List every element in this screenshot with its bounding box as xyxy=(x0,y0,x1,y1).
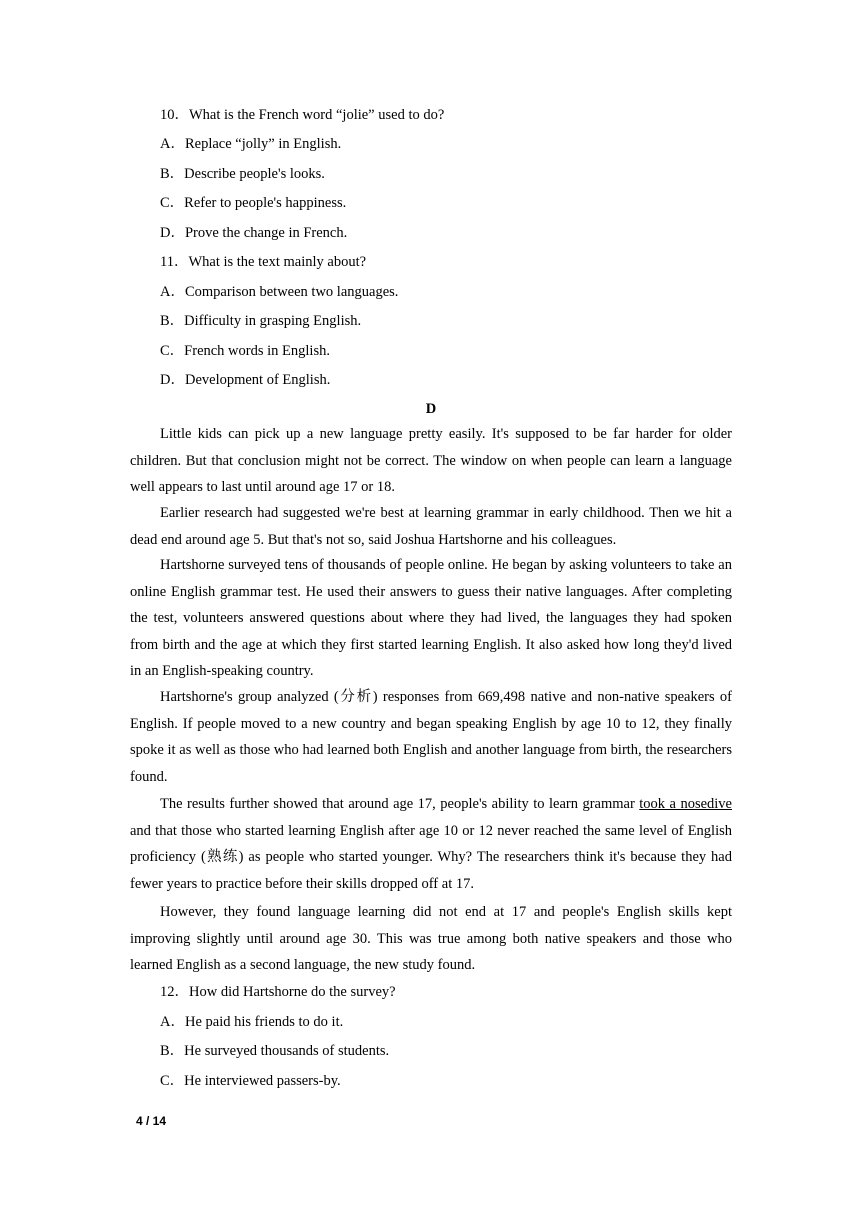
section-title: D xyxy=(425,401,437,417)
question-11-option-d: D．Development of English. xyxy=(160,372,331,388)
question-11-option-c: C．French words in English. xyxy=(160,343,330,359)
passage-paragraph-3: Hartshorne surveyed tens of thousands of people online. He began by asking volunteers to take an online English grammar test. He used their answers to guess their native languages. After completing the test, volunteers answered questions about where they had lived, the languages they had spoken from birth and the age at which they first started learning English. It also asked how long they'd lived in an English-speaking country. xyxy=(130,557,732,679)
question-12-stem: 12．How did Hartshorne do the survey? xyxy=(160,984,396,1000)
underlined-phrase: took a nosedive xyxy=(639,796,732,812)
paragraph-5-text-start: The results further showed that around age 17, people's ability to learn grammar xyxy=(160,796,640,812)
question-11-option-a: A．Comparison between two languages. xyxy=(160,284,399,300)
question-10-option-c: C．Refer to people's happiness. xyxy=(160,195,347,211)
question-10-option-d: D．Prove the change in French. xyxy=(160,225,348,241)
question-10-option-a: A．Replace “jolly” in English. xyxy=(160,136,342,152)
question-12-option-c: C．He interviewed passers-by. xyxy=(160,1073,341,1089)
question-11-stem: 11．What is the text mainly about? xyxy=(160,254,367,270)
passage-paragraph-6: However, they found language learning did not end at 17 and people's English skills kept improving slightly until around age 30. This was true among both native speakers and those who learned English as a second language, the new study found. xyxy=(130,904,732,973)
paragraph-5-text-end: and that those who started learning English after age 10 or 12 never reached the same level of English proficiency (熟练) as people who started younger. Why? The researchers think it's because they had fewer years to practice before their skills dropped off at 17. xyxy=(130,822,732,892)
passage-paragraph-2: Earlier research had suggested we're best at learning grammar in early childhood. Then we hit a dead end around age 5. But that's not so, said Joshua Hartshorne and his colleagues. xyxy=(130,505,732,548)
question-12-option-a: A．He paid his friends to do it. xyxy=(160,1014,344,1030)
question-10-stem: 10．What is the French word “jolie” used to do? xyxy=(160,107,445,123)
passage-paragraph-4: Hartshorne's group analyzed (分析) responses from 669,498 native and non-native speakers of English. If people moved to a new country and began speaking English by age 10 to 12, they finally spoke it as well as those who had learned both English and another language from birth, the researchers found. xyxy=(130,689,732,785)
page-number: 4 / 14 xyxy=(136,1114,167,1128)
question-11-option-b: B．Difficulty in grasping English. xyxy=(160,313,362,329)
question-12-option-b: B．He surveyed thousands of students. xyxy=(160,1043,390,1059)
passage-paragraph-1: Little kids can pick up a new language pretty easily. It's supposed to be far harder for older children. But that conclusion might not be correct. The window on when people can learn a language well appears to last until around age 17 or 18. xyxy=(130,426,732,495)
passage-paragraph-5 xyxy=(130,791,732,897)
question-10-option-b: B．Describe people's looks. xyxy=(160,166,325,182)
